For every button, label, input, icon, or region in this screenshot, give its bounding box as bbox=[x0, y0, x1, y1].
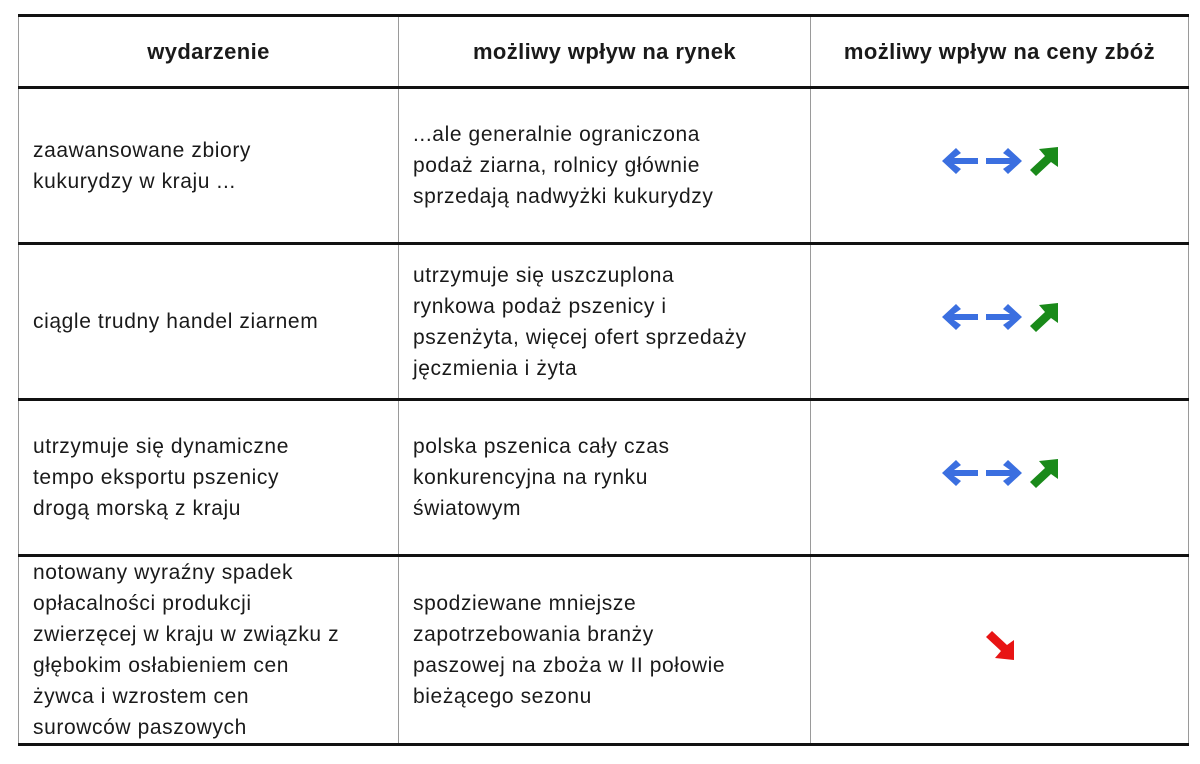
market-impact-cell bbox=[399, 400, 811, 556]
table-header-row bbox=[19, 16, 1189, 88]
market-impact-text: polska pszenica cały czas konkurencyjna na rynku światowym bbox=[413, 435, 670, 520]
event-text: ciągle trudny handel ziarnem bbox=[33, 310, 319, 333]
market-impact-cell bbox=[399, 88, 811, 244]
market-impact-cell bbox=[399, 244, 811, 400]
price-impact-arrows bbox=[939, 301, 1061, 333]
event-text: zaawansowane zbiory kukurydzy w kraju ... bbox=[33, 138, 252, 193]
table-row bbox=[19, 556, 1189, 745]
market-impact-text: ...ale generalnie ograniczona podaż ziarna, rolnicy głównie sprzedają nadwyżki kukurydzy bbox=[413, 123, 714, 208]
price-impact-cell bbox=[811, 400, 1189, 556]
header-market-impact: możliwy wpływ na rynek bbox=[399, 16, 811, 88]
market-table-frame bbox=[18, 14, 1190, 750]
price-impact-arrows bbox=[939, 145, 1061, 177]
arrow-up-right-icon bbox=[1027, 145, 1061, 177]
price-impact-cell bbox=[811, 244, 1189, 400]
event-text: notowany wyraźny spadek opłacalności produkcji zwierzęcej w kraju w związku z głębokim osłabieniem cen żywca i wzrostem cen surowców paszowych bbox=[33, 561, 340, 739]
price-impact-arrows bbox=[939, 457, 1061, 489]
arrow-left-icon bbox=[939, 457, 981, 489]
event-text: utrzymuje się dynamiczne tempo eksportu pszenicy drogą morską z kraju bbox=[33, 435, 289, 520]
event-cell bbox=[19, 244, 399, 400]
arrow-right-icon bbox=[983, 457, 1025, 489]
market-impact-cell bbox=[399, 556, 811, 745]
arrow-left-icon bbox=[939, 301, 981, 333]
price-impact-cell bbox=[811, 88, 1189, 244]
arrow-up-right-icon bbox=[1027, 457, 1061, 489]
price-impact-arrows bbox=[983, 630, 1017, 662]
arrow-up-right-icon bbox=[1027, 301, 1061, 333]
header-event: wydarzenie bbox=[19, 16, 399, 88]
arrow-right-icon bbox=[983, 301, 1025, 333]
arrow-left-icon bbox=[939, 145, 981, 177]
header-price-impact: możliwy wpływ na ceny zbóż bbox=[811, 16, 1189, 88]
market-impact-text: spodziewane mniejsze zapotrzebowania branży paszowej na zboża w II połowie bieżącego sezonu bbox=[413, 592, 726, 708]
table-row bbox=[19, 400, 1189, 556]
price-impact-cell bbox=[811, 556, 1189, 745]
arrow-right-icon bbox=[983, 145, 1025, 177]
table-row bbox=[19, 88, 1189, 244]
event-cell bbox=[19, 400, 399, 556]
table-row bbox=[19, 244, 1189, 400]
market-impact-table bbox=[18, 14, 1189, 746]
event-cell bbox=[19, 88, 399, 244]
market-impact-text: utrzymuje się uszczuplona rynkowa podaż pszenicy i pszenżyta, więcej ofert sprzedaży jęczmienia i żyta bbox=[413, 263, 747, 380]
event-cell bbox=[19, 556, 399, 745]
arrow-down-right-icon bbox=[983, 630, 1017, 662]
